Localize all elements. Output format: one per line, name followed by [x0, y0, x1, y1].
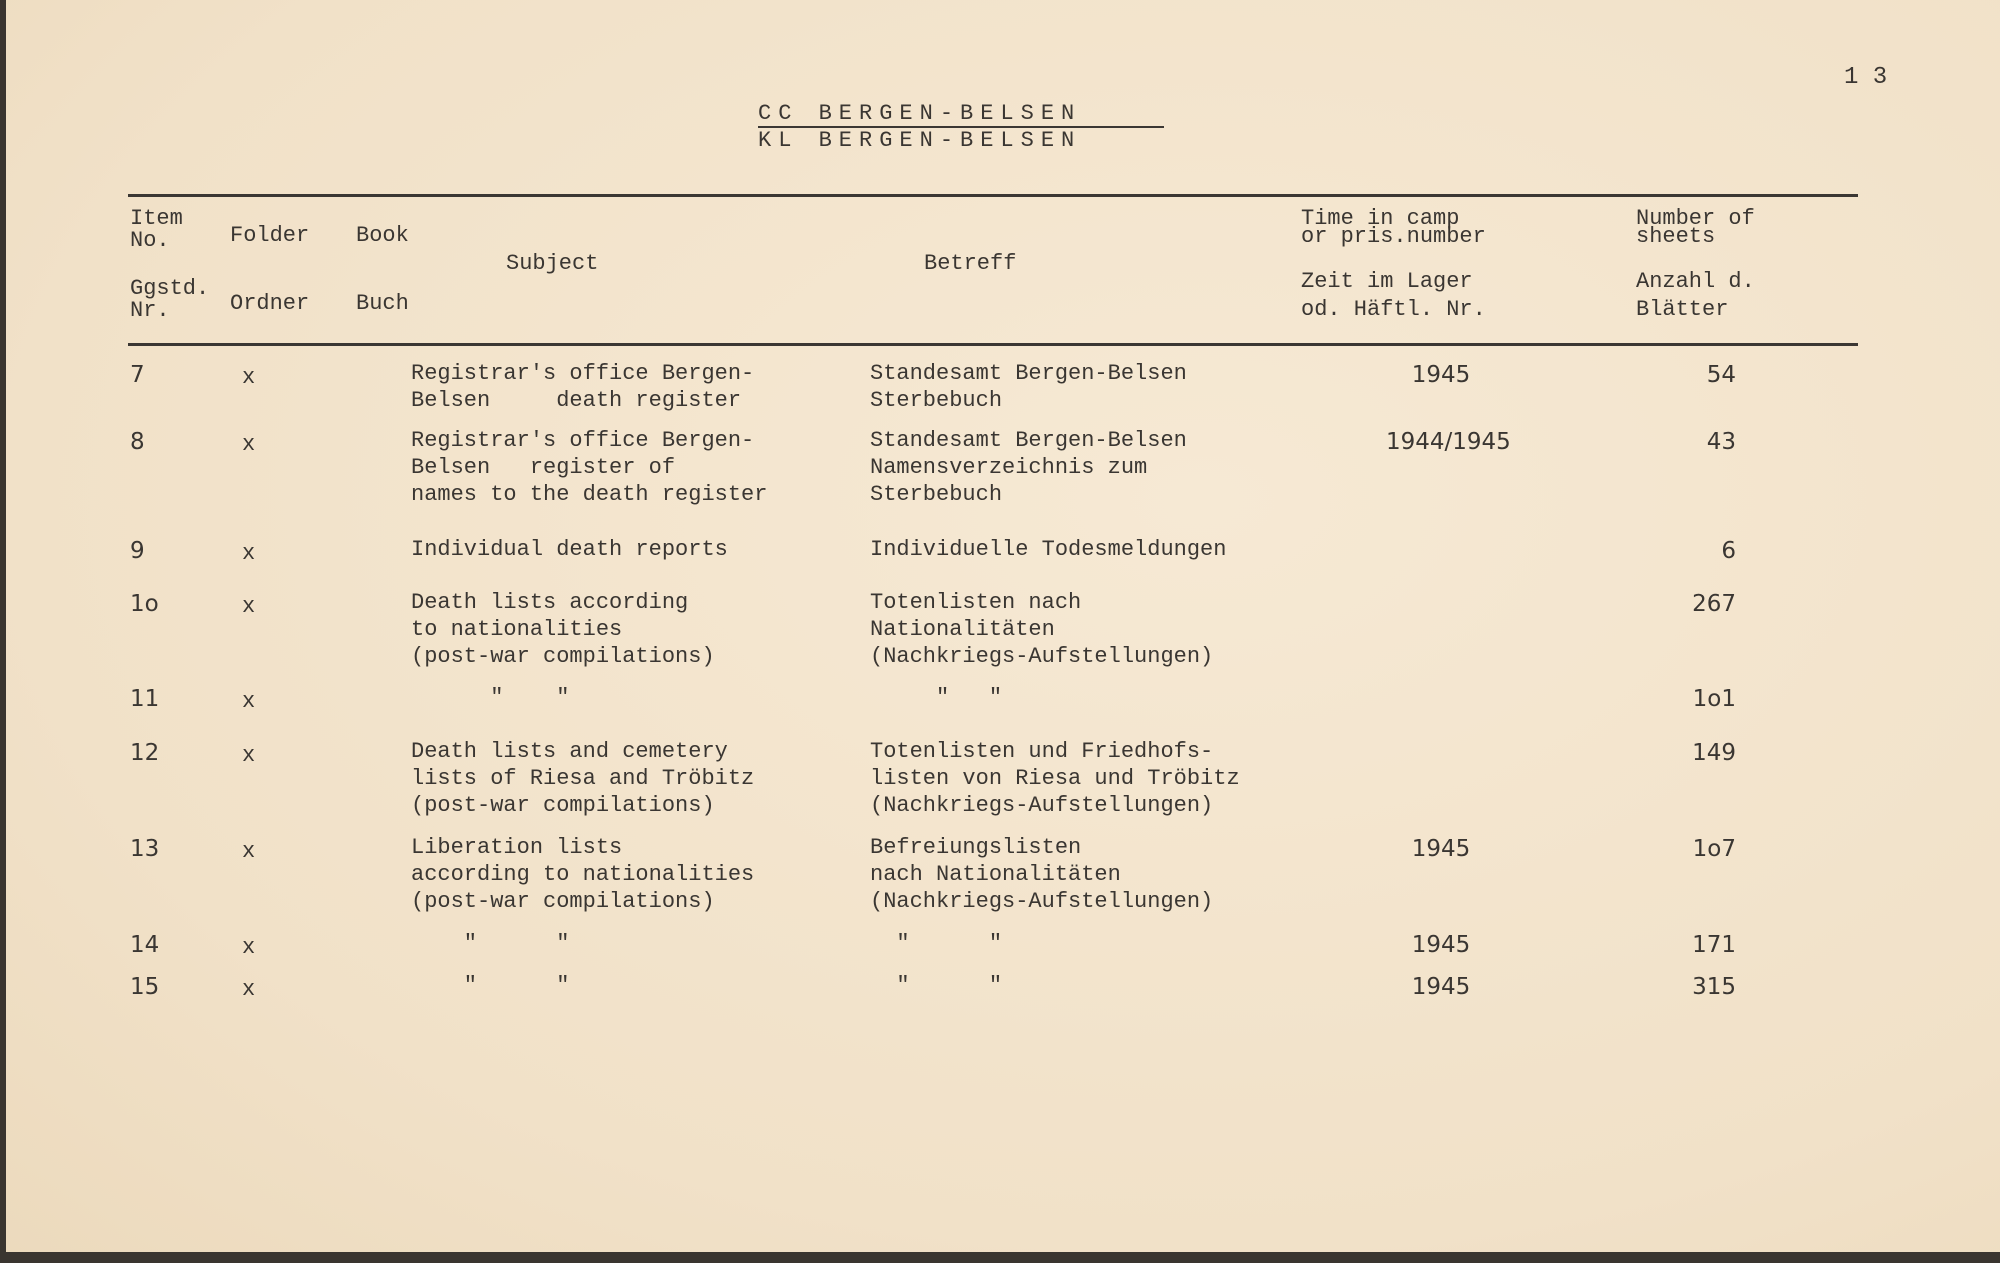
sheet-count: 1o7: [1692, 836, 1736, 862]
header-item: Item No.: [130, 206, 183, 253]
header-top-rule: [128, 194, 1858, 197]
betreff-text: Totenlisten nach Nationalitäten (Nachkriegs-Aufstellungen): [870, 590, 1214, 669]
item-number: 14: [130, 932, 160, 958]
folder-mark: x: [242, 365, 256, 390]
header-sheets: Number of sheets: [1636, 206, 1755, 249]
subject-text: Individual death reports: [411, 537, 728, 562]
header-folder: Folder: [230, 223, 310, 248]
folder-mark: x: [242, 839, 256, 864]
folder-mark: x: [242, 977, 256, 1002]
sheet-count: 149: [1692, 740, 1736, 766]
header-item-de: Ggstd. Nr.: [130, 276, 210, 323]
item-number: 1o: [130, 591, 159, 617]
header-subject: Subject: [506, 251, 599, 276]
subject-text: Registrar's office Bergen- Belsen death register: [411, 361, 755, 413]
time-in-camp: 1945: [1411, 974, 1471, 1000]
header-book: Book: [356, 223, 409, 248]
header-time-de: Zeit im Lager od. Häftl. Nr.: [1301, 269, 1486, 322]
time-in-camp: 1945: [1411, 932, 1471, 958]
sheet-count: 171: [1692, 932, 1736, 958]
item-number: 8: [130, 429, 145, 455]
item-number: 13: [130, 836, 160, 862]
title-german: KL BERGEN-BELSEN: [758, 128, 1082, 153]
document-page: [6, 0, 2000, 1252]
subject-text: " ": [411, 685, 570, 710]
item-number: 7: [130, 362, 145, 388]
subject-text: Death lists and cemetery lists of Riesa and Tröbitz (post-war compilations): [411, 739, 755, 818]
item-number: 11: [130, 686, 160, 712]
betreff-text: Individuelle Todesmeldungen: [870, 537, 1227, 562]
folder-mark: x: [242, 743, 256, 768]
header-sheets-de: Anzahl d. Blätter: [1636, 269, 1755, 322]
betreff-text: " ": [870, 973, 1003, 998]
time-in-camp: 1945: [1411, 836, 1471, 862]
betreff-text: Befreiungslisten nach Nationalitäten (Nachkriegs-Aufstellungen): [870, 835, 1214, 914]
time-in-camp: 1945: [1411, 362, 1471, 388]
header-book-de: Buch: [356, 291, 409, 316]
folder-mark: x: [242, 541, 256, 566]
subject-text: " ": [411, 973, 570, 998]
sheet-count: 1o1: [1692, 686, 1736, 712]
sheet-count: 315: [1692, 974, 1736, 1000]
subject-text: " ": [411, 931, 570, 956]
header-betreff: Betreff: [924, 251, 1017, 276]
item-number: 12: [130, 740, 160, 766]
page-number: 1 3: [1844, 64, 1888, 91]
folder-mark: x: [242, 935, 256, 960]
item-number: 9: [130, 538, 145, 564]
subject-text: Death lists according to nationalities (post-war compilations): [411, 590, 715, 669]
sheet-count: 6: [1721, 538, 1736, 564]
folder-mark: x: [242, 689, 256, 714]
sheet-count: 267: [1692, 591, 1736, 617]
betreff-text: " ": [870, 685, 1003, 710]
betreff-text: Standesamt Bergen-Belsen Namensverzeichnis zum Sterbebuch: [870, 428, 1187, 507]
header-folder-de: Ordner: [230, 291, 310, 316]
title-english: CC BERGEN-BELSEN: [758, 101, 1082, 126]
subject-text: Liberation lists according to nationalities (post-war compilations): [411, 835, 755, 914]
folder-mark: x: [242, 432, 256, 457]
header-time: Time in camp or pris.number: [1301, 206, 1486, 249]
betreff-text: Standesamt Bergen-Belsen Sterbebuch: [870, 361, 1187, 413]
betreff-text: Totenlisten und Friedhofs- listen von Riesa und Tröbitz (Nachkriegs-Aufstellungen): [870, 739, 1240, 818]
item-number: 15: [130, 974, 160, 1000]
header-bottom-rule: [128, 343, 1858, 346]
betreff-text: " ": [870, 931, 1003, 956]
folder-mark: x: [242, 594, 256, 619]
sheet-count: 54: [1706, 362, 1736, 388]
subject-text: Registrar's office Bergen- Belsen register of names to the death register: [411, 428, 768, 507]
sheet-count: 43: [1706, 429, 1736, 455]
time-in-camp: 1944/1945: [1386, 429, 1511, 455]
